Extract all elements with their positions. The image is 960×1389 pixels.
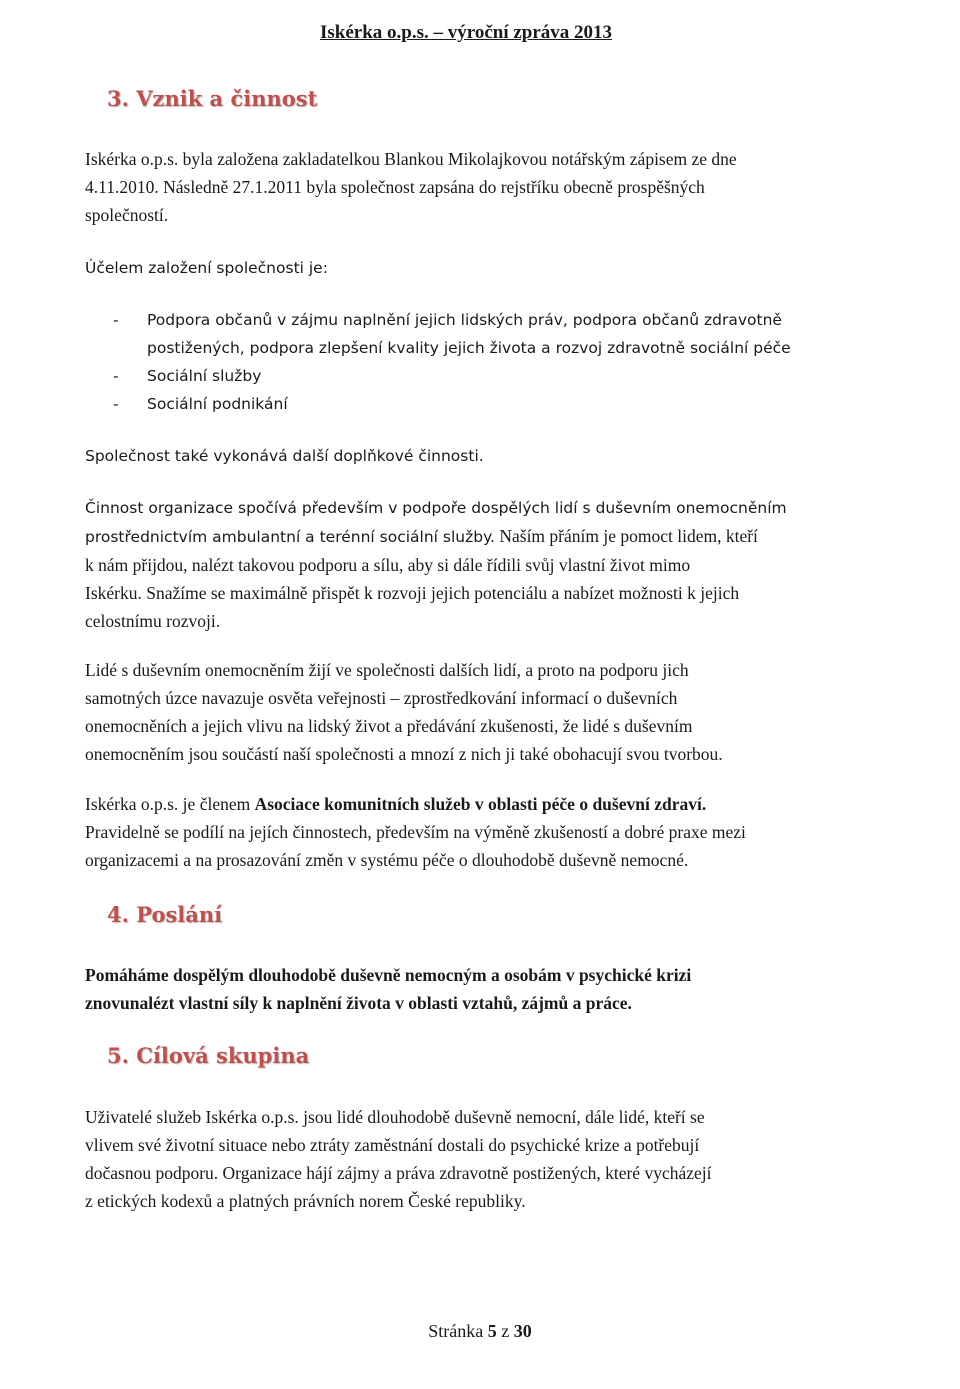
- text-line: vlivem své životní situace nebo ztráty zaměstnání dostali do psychické krize a potřebují: [85, 1135, 700, 1155]
- section-3-heading: 3. Vznik a činnost: [107, 86, 318, 111]
- activity-paragraph: [85, 494, 885, 635]
- text-line: Činnost organizace spočívá především v podpoře dospělých lidí s duševním onemocněním: [85, 499, 787, 517]
- text-line: z etických kodexů a platných právních norem České republiky.: [85, 1191, 526, 1211]
- text-line: společností.: [85, 205, 169, 225]
- page-label: Stránka: [428, 1321, 488, 1341]
- bullet-dash: -: [113, 367, 119, 385]
- text-line: Iskérka o.p.s. byla založena zakladatelkou Blankou Mikolajkovou notářským zápisem ze dne: [85, 149, 737, 169]
- text-line: prostřednictvím ambulantní a terénní sociální služby.: [85, 528, 495, 546]
- page-footer: [0, 1321, 960, 1342]
- list-item: [113, 306, 893, 362]
- total-pages: 30: [513, 1321, 532, 1341]
- text-line: postižených, podpora zlepšení kvality jejich života a rozvoj zdravotně sociální péče: [147, 339, 791, 357]
- additional-activities: Společnost také vykonává další doplňkové činnosti.: [85, 447, 484, 465]
- founding-paragraph: [85, 145, 885, 229]
- page-separator: z: [496, 1321, 514, 1341]
- text-line: Uživatelé služeb Iskérka o.p.s. jsou lidé dlouhodobě duševně nemocní, dále lidé, kteří se: [85, 1107, 705, 1127]
- bullet-dash: -: [113, 311, 119, 329]
- current-page: 5: [487, 1321, 497, 1341]
- society-paragraph: [85, 656, 885, 768]
- purpose-list: [113, 306, 893, 418]
- running-header: Iskérka o.p.s. – výroční zpráva 2013: [320, 22, 613, 43]
- text-line: Sociální podnikání: [147, 395, 288, 413]
- text-line: samotných úzce navazuje osvěta veřejnosti – zprostředkování informací o duševních: [85, 688, 678, 708]
- section-4-heading: 4. Poslání: [107, 902, 223, 927]
- text-line: organizacemi a na prosazování změn v systému péče o dlouhodobě duševně nemocné.: [85, 850, 689, 870]
- text-line: Iskérku.: [85, 583, 142, 603]
- membership-paragraph: [85, 790, 885, 874]
- text-line: Pomáháme dospělým dlouhodobě duševně nemocným a osobám v psychické krizi: [85, 965, 692, 985]
- text-line: Iskérka o.p.s. je členem: [85, 794, 255, 814]
- mission-statement: [85, 961, 885, 1017]
- text-line: Snažíme se maximálně přispět k rozvoji jejich potenciálu a nabízet možnosti k jejich: [141, 583, 740, 603]
- purpose-label: Účelem založení společnosti je:: [85, 259, 328, 277]
- association-name: Asociace komunitních služeb v oblasti péče o duševní zdraví.: [254, 794, 707, 814]
- text-line: 4.11.2010. Následně 27.1.2011 byla společnost zapsána do rejstříku obecně prospěšných: [85, 177, 705, 197]
- text-line: Pravidelně se podílí na jejích činnostech, především na výměně zkušeností a dobré praxe mezi: [85, 822, 746, 842]
- text-line: Lidé s duševním onemocněním žijí ve společnosti dalších lidí, a proto na podporu jich: [85, 660, 689, 680]
- text-line: Naším přáním je pomoct lidem, kteří: [494, 526, 758, 546]
- list-item: [113, 390, 893, 418]
- bullet-dash: -: [113, 395, 119, 413]
- target-group-paragraph: [85, 1103, 885, 1215]
- text-line: znovunalézt vlastní síly k naplnění života v oblasti vztahů, zájmů a práce.: [85, 993, 632, 1013]
- text-line: Sociální služby: [147, 367, 262, 385]
- text-line: k nám přijdou, nalézt takovou podporu a sílu, aby si dále řídili svůj vlastní život mimo: [85, 555, 691, 575]
- text-line: onemocněním jsou součástí naší společnosti a mnozí z nich ji také obohacují svou tvorbou.: [85, 744, 723, 764]
- text-line: celostnímu rozvoji.: [85, 611, 221, 631]
- text-line: onemocněních a jejich vlivu na lidský život a předávání zkušenosti, že lidé s duševním: [85, 716, 693, 736]
- section-5-heading: 5. Cílová skupina: [107, 1043, 310, 1068]
- list-item: [113, 362, 893, 390]
- text-line: dočasnou podporu. Organizace hájí zájmy a práva zdravotně postižených, které vycházejí: [85, 1163, 712, 1183]
- text-line: Podpora občanů v zájmu naplnění jejich lidských práv, podpora občanů zdravotně: [147, 311, 782, 329]
